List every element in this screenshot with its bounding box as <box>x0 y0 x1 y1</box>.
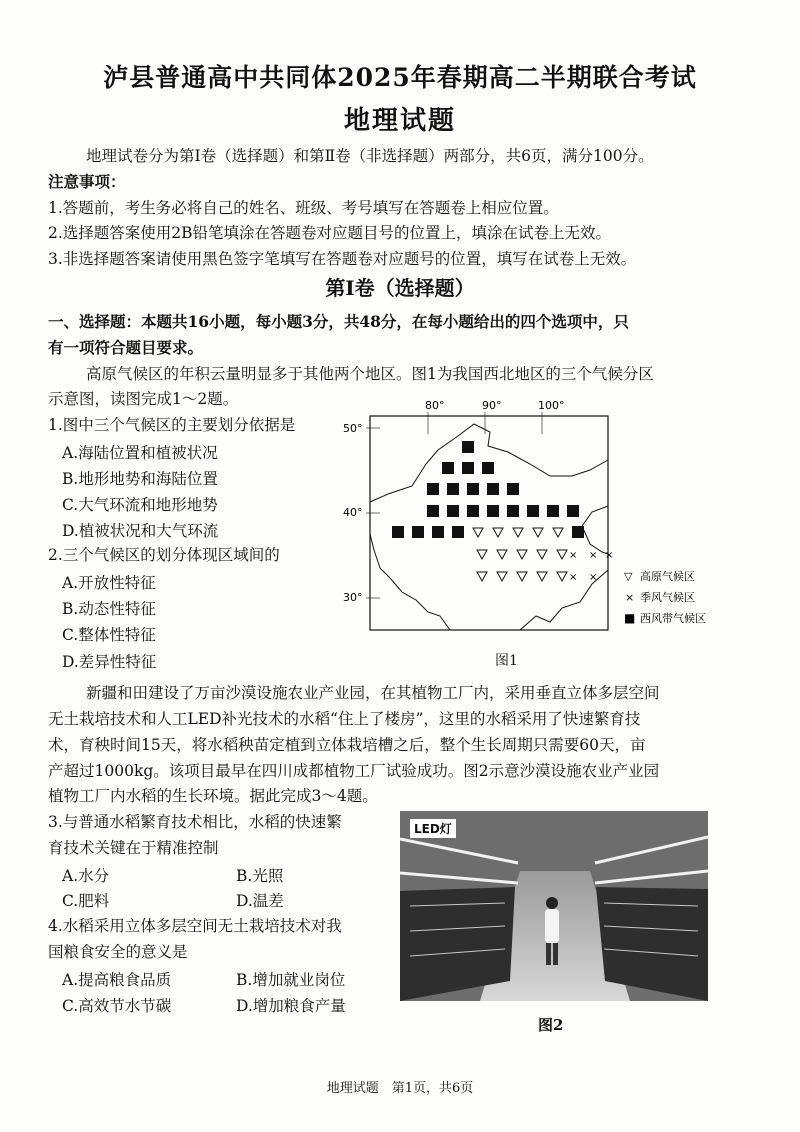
legend-label: 季风气候区 <box>640 591 695 604</box>
plateau-zone-mark <box>513 528 523 537</box>
plateau-zone-mark <box>497 572 507 581</box>
notice-item: 3.非选择题答案请使用黑色签字笔填写在答题卷对应题号的位置，填写在试卷上无效。 <box>48 250 637 268</box>
westerly-zone-mark <box>507 483 519 495</box>
westerly-zone-mark <box>527 505 539 517</box>
plateau-zone-mark <box>497 550 507 559</box>
q2-option-c[interactable]: C.整体性特征 <box>62 626 156 644</box>
q2-stem: 2.三个气候区的划分体现区域间的 <box>48 546 280 564</box>
westerly-zone-mark <box>432 526 444 538</box>
figure2-caption: 图2 <box>538 1016 564 1034</box>
plateau-zone-mark <box>537 550 547 559</box>
q3-stem: 育技术关键在于精准控制 <box>48 839 219 857</box>
monsoon-zone-mark: × <box>589 572 598 583</box>
led-tag: LED灯 <box>410 819 456 838</box>
figure1-caption: 图1 <box>495 653 518 669</box>
passage2-line: 新疆和田建设了万亩沙漠设施农业产业园，在其植物工厂内，采用垂直立体多层空间 <box>86 684 660 702</box>
legend-symbol: ■ <box>624 611 636 625</box>
westerly-zone-mark <box>427 505 439 517</box>
plateau-zone-mark <box>473 528 483 537</box>
westerly-zone-mark <box>412 526 424 538</box>
monsoon-zone-mark: × <box>605 550 614 561</box>
q4-stem: 国粮食安全的意义是 <box>48 943 188 961</box>
lat-label: 40° <box>343 506 363 519</box>
monsoon-zone-mark: × <box>569 572 578 583</box>
q3-option-a[interactable]: A.水分 <box>62 867 110 885</box>
passage2-line: 无土栽培技术和人工LED补光技术的水稻“住上了楼房”，这里的水稻采用了快速繁育技 <box>48 710 641 728</box>
subject-title: 地理试题 <box>343 106 456 136</box>
plateau-zone-mark <box>517 572 527 581</box>
legend-label: 高原气候区 <box>640 570 695 583</box>
lon-label: 100° <box>538 399 565 412</box>
q3-option-d[interactable]: D.温差 <box>236 892 284 910</box>
westerly-zone-mark <box>452 526 464 538</box>
westerly-zone-mark <box>462 462 474 474</box>
westerly-zone-mark <box>482 462 494 474</box>
section-title: 第Ⅰ卷（选择题） <box>325 276 475 300</box>
passage1-line: 高原气候区的年积云量明显多于其他两个地区。图1为我国西北地区的三个气候分区 <box>86 365 654 383</box>
q1-option-a[interactable]: A.海陆位置和植被状况 <box>62 444 218 462</box>
westerly-zone-mark <box>487 483 499 495</box>
plateau-zone-mark <box>517 550 527 559</box>
q1-stem: 1.图中三个气候区的主要划分依据是 <box>48 416 296 434</box>
passage1-line: 示意图，读图完成1～2题。 <box>48 390 239 408</box>
q3-stem: 3.与普通水稻繁育技术相比，水稻的快速繁 <box>48 813 342 831</box>
lat-label: 50° <box>343 422 363 435</box>
plateau-zone-mark <box>477 572 487 581</box>
legend-symbol: ▽ <box>624 570 633 583</box>
instructions-line: 有一项符合题目要求。 <box>48 338 204 357</box>
monsoon-zone-mark: × <box>589 550 598 561</box>
legend-symbol: × <box>625 591 635 604</box>
notice-heading: 注意事项： <box>48 172 126 191</box>
q1-option-c[interactable]: C.大气环流和地形地势 <box>62 496 218 514</box>
lat-label: 30° <box>343 591 363 604</box>
passage2-line: 植物工厂内水稻的生长环境。据此完成3～4题。 <box>48 787 378 805</box>
plateau-zone-mark <box>537 572 547 581</box>
q4-option-b[interactable]: B.增加就业岗位 <box>236 971 346 989</box>
passage2-line: 术，育秧时间15天，将水稻秧苗定植到立体栽培槽之后，整个生长周期只需要60天，亩 <box>48 736 646 754</box>
passage2-line: 产超过1000kg。该项目最早在四川成都植物工厂试验成功。图2示意沙漠设施农业产业园 <box>48 762 660 780</box>
q2-option-a[interactable]: A.开放性特征 <box>62 574 156 592</box>
plateau-zone-mark <box>557 572 567 581</box>
westerly-zone-mark <box>442 462 454 474</box>
map-frame <box>370 416 608 630</box>
q4-option-c[interactable]: C.高效节水节碳 <box>62 997 172 1015</box>
westerly-zone-mark <box>392 526 404 538</box>
westerly-zone-mark <box>507 505 519 517</box>
monsoon-zone-mark: × <box>569 550 578 561</box>
legend-label: 西风带气候区 <box>640 612 706 625</box>
map-legend <box>624 569 706 625</box>
q2-option-d[interactable]: D.差异性特征 <box>62 653 157 671</box>
westerly-zone-mark <box>547 505 559 517</box>
q4-option-a[interactable]: A.提高粮食品质 <box>62 971 172 989</box>
q2-option-b[interactable]: B.动态性特征 <box>62 600 156 618</box>
q1-option-b[interactable]: B.地形地势和海陆位置 <box>62 470 218 488</box>
lon-label: 80° <box>425 399 445 412</box>
instructions-line: 一、选择题：本题共16小题，每小题3分，共48分，在每小题给出的四个选项中，只 <box>48 312 629 331</box>
westerly-zone-mark <box>427 483 439 495</box>
page-footer: 地理试题 第1页，共6页 <box>326 1081 474 1096</box>
notice-item: 1.答题前，考生务必将自己的姓名、班级、考号填写在答题卷上相应位置。 <box>48 199 559 217</box>
figure1-map <box>340 394 730 639</box>
plateau-zone-mark <box>477 550 487 559</box>
q4-stem: 4.水稻采用立体多层空间无土栽培技术对我 <box>48 917 342 935</box>
exam-title: 泸县普通高中共同体2025年春期高二半期联合考试 <box>103 63 697 92</box>
westerly-zone-mark <box>447 505 459 517</box>
plateau-zone-mark <box>553 528 563 537</box>
climate-zone-symbols <box>392 441 613 583</box>
westerly-zone-mark <box>447 483 459 495</box>
westerly-zone-mark <box>567 505 579 517</box>
plateau-zone-mark <box>533 528 543 537</box>
plateau-zone-mark <box>493 528 503 537</box>
q3-option-c[interactable]: C.肥料 <box>62 892 110 910</box>
westerly-zone-mark <box>572 526 584 538</box>
q3-option-b[interactable]: B.光照 <box>236 867 284 885</box>
rice-plant-factory-image <box>400 811 708 1001</box>
q4-option-d[interactable]: D.增加粮食产量 <box>236 997 346 1015</box>
westerly-zone-mark <box>462 441 474 453</box>
lon-label: 90° <box>482 399 502 412</box>
westerly-zone-mark <box>467 483 479 495</box>
plateau-zone-mark <box>557 550 567 559</box>
westerly-zone-mark <box>467 505 479 517</box>
intro-text: 地理试卷分为第Ⅰ卷（选择题）和第Ⅱ卷（非选择题）两部分，共6页，满分100分。 <box>86 147 654 165</box>
figure2-photo <box>400 811 708 1001</box>
notice-item: 2.选择题答案使用2B铅笔填涂在答题卷对应题目号的位置上，填涂在试卷上无效。 <box>48 224 612 242</box>
westerly-zone-mark <box>487 505 499 517</box>
q1-option-d[interactable]: D.植被状况和大气环流 <box>62 522 219 540</box>
